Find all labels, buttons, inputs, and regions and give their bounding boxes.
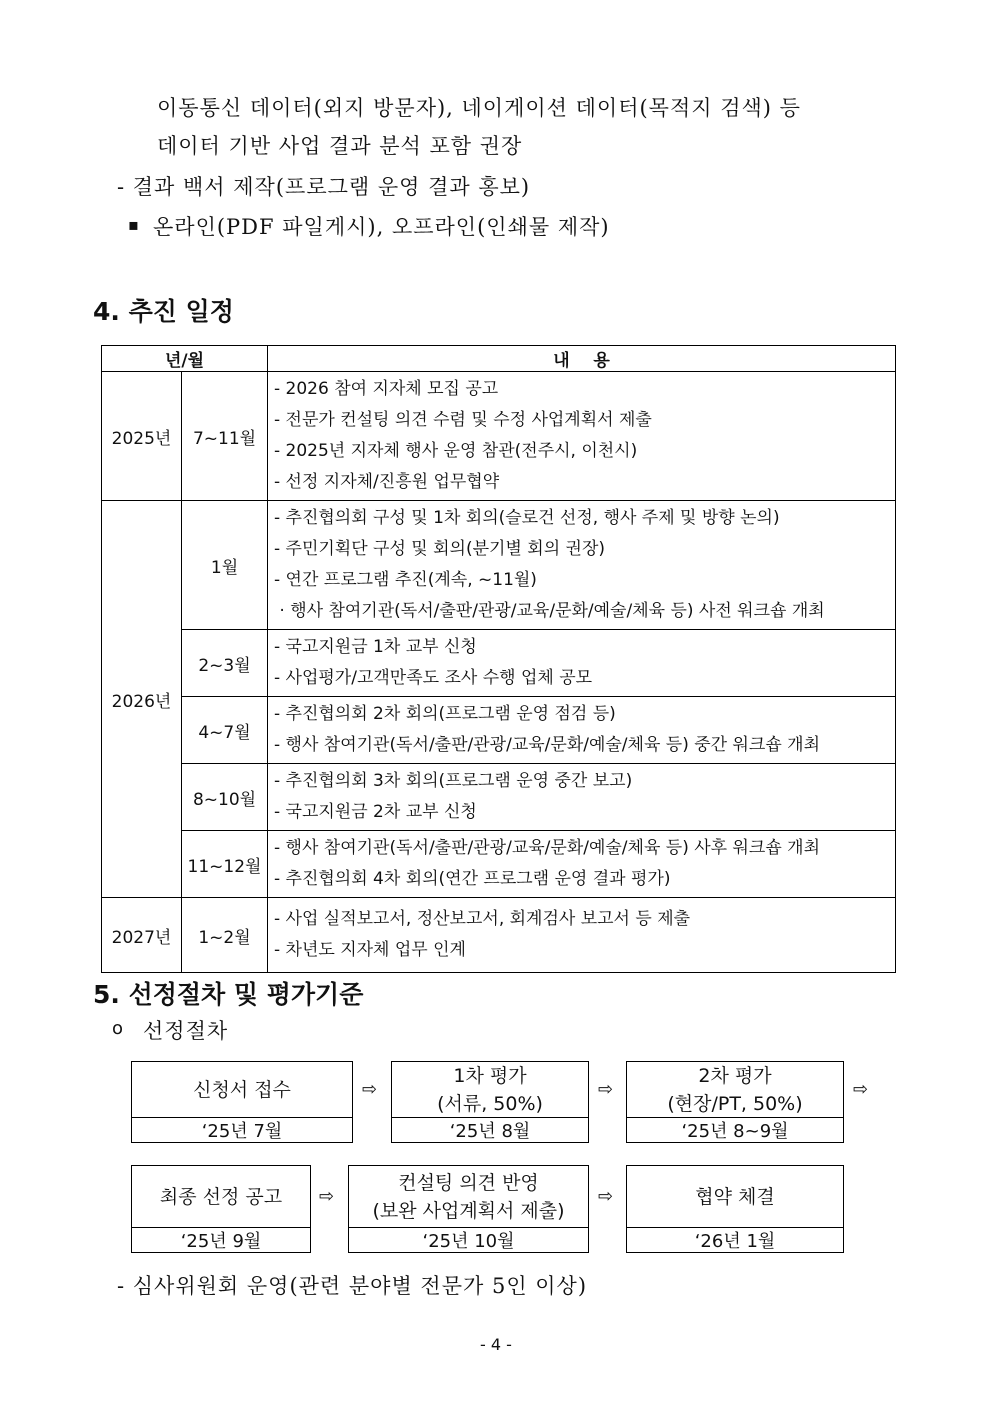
month-cell: 11~12월 (182, 831, 268, 898)
schedule-item: - 추진협의회 3차 회의(프로그램 운영 중간 보고) (274, 771, 633, 791)
step-consulting (348, 1165, 589, 1253)
step-label: 협약 체결 (627, 1166, 843, 1228)
step-label: 2차 평가 (현장/PT, 50%) (627, 1062, 843, 1118)
schedule-item: - 사업 실적보고서, 정산보고서, 회계검사 보고서 등 제출 (274, 909, 691, 929)
header-period: 년/월 (102, 346, 268, 372)
content-cell (268, 898, 896, 973)
section-5-title: 5. 선정절차 및 평가기준 (93, 980, 364, 1009)
year-cell: 2025년 (102, 372, 182, 501)
schedule-item: - 추진협의회 구성 및 1차 회의(슬로건 선정, 행사 주제 및 방향 논의) (274, 508, 780, 528)
content-cell (268, 372, 896, 501)
schedule-item: - 2026 참여 지자체 모집 공고 (274, 379, 499, 399)
intro-line-4: 온라인(PDF 파일게시), 오프라인(인쇄물 제작) (153, 215, 610, 239)
content-cell (268, 501, 896, 630)
header-content: 내 용 (268, 346, 896, 372)
content-cell (268, 831, 896, 898)
right-arrow-icon: ⇨ (598, 1079, 614, 1100)
content-cell (268, 697, 896, 764)
schedule-item: - 행사 참여기관(독서/출판/관광/교육/문화/예술/체육 등) 사후 워크숍 개최 (274, 838, 821, 858)
right-arrow-icon: ⇨ (598, 1186, 614, 1207)
schedule-item: - 2025년 지자체 행사 운영 참관(전주시, 이천시) (274, 441, 638, 461)
content-cell (268, 630, 896, 697)
year-cell: 2026년 (102, 501, 182, 898)
schedule-item: - 추진협의회 4차 회의(연간 프로그램 운영 결과 평가) (274, 869, 671, 889)
step-label: 1차 평가 (서류, 50%) (392, 1062, 588, 1118)
schedule-item: - 국고지원금 1차 교부 신청 (274, 637, 477, 657)
step-date: ‘25년 7월 (201, 1121, 283, 1142)
step-date: ‘25년 8~9월 (681, 1121, 789, 1142)
circle-bullet-icon: o (112, 1018, 124, 1039)
schedule-item: - 국고지원금 2차 교부 신청 (274, 802, 477, 822)
step-label: 컨설팅 의견 반영 (보완 사업계획서 제출) (349, 1166, 588, 1228)
schedule-item: - 사업평가/고객만족도 조사 수행 업체 공모 (274, 668, 593, 688)
step-second-evaluation (626, 1061, 844, 1143)
right-arrow-icon: ⇨ (319, 1186, 335, 1207)
step-date: ‘25년 8월 (449, 1121, 531, 1142)
schedule-item: - 선정 지자체/진흥원 업무협약 (274, 472, 500, 492)
schedule-item: - 전문가 컨설팅 의견 수렴 및 수정 사업계획서 제출 (274, 410, 652, 430)
intro-line-3: - 결과 백서 제작(프로그램 운영 결과 홍보) (117, 175, 531, 199)
step-application (131, 1061, 353, 1143)
month-cell: 7~11월 (182, 372, 268, 501)
schedule-item: - 행사 참여기관(독서/출판/관광/교육/문화/예술/체육 등) 중간 워크숍 개최 (274, 735, 821, 755)
schedule-table (101, 345, 896, 973)
schedule-item: - 추진협의회 2차 회의(프로그램 운영 점검 등) (274, 704, 616, 724)
schedule-item: - 연간 프로그램 추진(계속, ~11월) (274, 570, 537, 590)
step-date: ‘25년 9월 (180, 1231, 262, 1252)
step-first-evaluation (391, 1061, 589, 1143)
selection-process-label: 선정절차 (143, 1019, 229, 1043)
intro-line-2: 데이터 기반 사업 결과 분석 포함 권장 (157, 134, 523, 158)
year-cell: 2027년 (102, 898, 182, 973)
content-cell (268, 764, 896, 831)
right-arrow-icon: ⇨ (362, 1079, 378, 1100)
step-date: ‘26년 1월 (694, 1231, 776, 1252)
step-label: 신청서 접수 (132, 1062, 352, 1118)
month-cell: 1~2월 (182, 898, 268, 973)
schedule-item: · 행사 참여기관(독서/출판/관광/교육/문화/예술/체육 등) 사전 워크숍 개최 (274, 601, 825, 621)
square-bullet-icon: ▪ (128, 215, 140, 234)
step-date: ‘25년 10월 (422, 1231, 515, 1252)
schedule-item: - 차년도 지자체 업무 인계 (274, 940, 466, 960)
step-final-announcement (131, 1165, 311, 1253)
intro-line-1: 이동통신 데이터(외지 방문자), 네이게이션 데이터(목적지 검색) 등 (157, 96, 801, 120)
month-cell: 1월 (182, 501, 268, 630)
step-label: 최종 선정 공고 (132, 1166, 310, 1228)
step-agreement (626, 1165, 844, 1253)
right-arrow-icon: ⇨ (853, 1079, 869, 1100)
committee-note: - 심사위원회 운영(관련 분야별 전문가 5인 이상) (117, 1274, 588, 1298)
section-4-title: 4. 추진 일정 (93, 297, 234, 326)
schedule-item: - 주민기획단 구성 및 회의(분기별 회의 권장) (274, 539, 605, 559)
month-cell: 4~7월 (182, 697, 268, 764)
page-number: - 4 - (480, 1335, 512, 1354)
month-cell: 2~3월 (182, 630, 268, 697)
month-cell: 8~10월 (182, 764, 268, 831)
